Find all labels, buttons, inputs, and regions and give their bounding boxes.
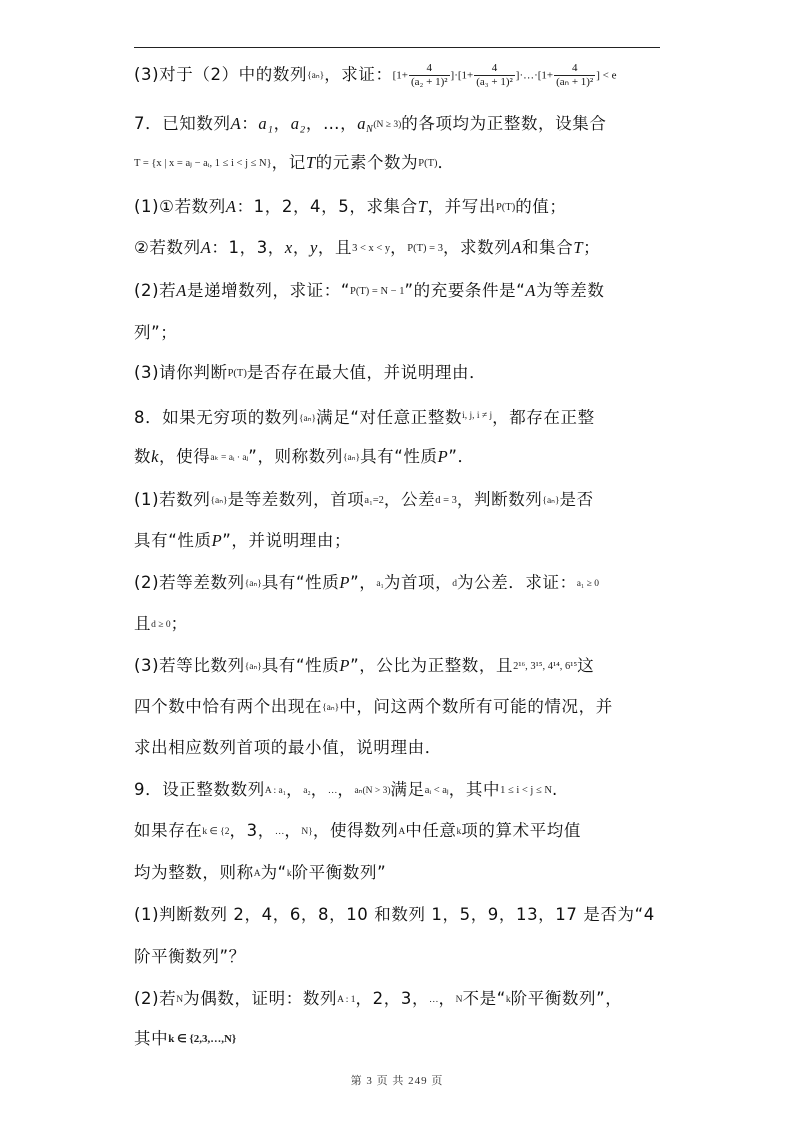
- math-inline: …: [429, 995, 439, 1005]
- math-inline: N: [366, 124, 374, 135]
- text: (3)对于（2）中的数列: [134, 65, 308, 84]
- text: (2)若等差数列: [134, 573, 245, 592]
- text: 的元素个数为: [315, 153, 419, 172]
- text: 7．已知数列: [134, 114, 231, 133]
- text: ②若数列: [134, 238, 201, 257]
- problem-7-part-1-b: [134, 237, 600, 260]
- math-inline: aₖ = aᵢ · aⱼ: [210, 453, 249, 463]
- text: 是否存在最大值，并说明理由．: [246, 363, 487, 382]
- math-inline: k: [151, 447, 160, 466]
- text: 具有“性质: [134, 531, 212, 550]
- text: (1)①若数列: [134, 197, 226, 216]
- text: 为等差数: [536, 281, 605, 300]
- text: 是否: [559, 490, 594, 509]
- text: 且: [134, 614, 152, 633]
- text: 具有“性质: [261, 656, 340, 675]
- math-inline: {aₙ}: [307, 71, 325, 81]
- text: (3)请你判断: [134, 363, 228, 382]
- text: 8．如果无穷项的数列: [134, 408, 299, 427]
- math-inline: A: [511, 238, 523, 257]
- math-inline: a₁ ≥ 0: [576, 579, 599, 589]
- text: ，3，: [229, 821, 275, 840]
- fraction: [409, 62, 450, 89]
- problem-8-line-1: [134, 405, 595, 430]
- problem-9-part-1: [134, 904, 655, 926]
- text: 数: [134, 447, 152, 466]
- text: 均为整数，则称: [134, 863, 254, 882]
- math-inline: 2¹⁶, 3¹⁵, 4¹⁴, 6¹⁵: [513, 661, 578, 672]
- text: 为偶数，证明：数列: [183, 989, 338, 1008]
- text: ，判断数列: [456, 490, 543, 509]
- text: 满足: [390, 780, 425, 799]
- text: 阶平衡数列”？: [134, 947, 246, 966]
- math-inline: {aₙ}: [210, 496, 228, 506]
- page-footer: 第 3 页 共 249 页: [350, 1075, 444, 1087]
- math-inline: 1 ≤ i < j ≤ N: [500, 785, 552, 796]
- problem-8-part-1-cont: [134, 530, 351, 552]
- text: 是等差数列，首项: [227, 490, 365, 509]
- math-inline: P: [437, 447, 449, 466]
- problem-7-part-2-cont: [134, 322, 177, 344]
- fraction: [474, 62, 515, 89]
- math-inline: x: [284, 238, 293, 257]
- math-inline: A: [225, 197, 237, 216]
- text: 阶平衡数列”: [291, 863, 387, 882]
- problem-8-part-3-cont-1: [134, 696, 613, 719]
- problem-7-line-2: [134, 152, 455, 175]
- fraction-denominator: (a₂ + 1)²: [410, 76, 448, 88]
- fraction-denominator: (a₃ + 1)²: [476, 76, 513, 88]
- text: 是递增数列，求证：“: [186, 281, 351, 300]
- text: (1)若数列: [134, 490, 211, 509]
- problem-8-part-3-cont-2: [134, 737, 442, 759]
- text: ”，: [350, 573, 377, 592]
- text: ，…，: [305, 114, 358, 133]
- problem-9-part-1-cont: [134, 946, 246, 968]
- math-inline: d = 3: [435, 495, 457, 506]
- problem-7-part-2: [134, 280, 604, 303]
- math-inline: {aₙ}: [244, 579, 262, 589]
- math-inline: (N ≥ 3): [373, 120, 402, 130]
- header-rule: [134, 47, 660, 48]
- problem-9-part-2-cont: [134, 1028, 236, 1050]
- math-inline: {aₙ}: [342, 453, 361, 463]
- text: ，公差: [383, 490, 436, 509]
- math-inline: i, j, i ≠ j: [462, 411, 493, 421]
- problem-9-part-2: [134, 988, 622, 1011]
- problem-8-part-2: [134, 572, 599, 595]
- text: ：1，2，4，5，求集合: [236, 197, 418, 216]
- problem-8-part-3: [134, 655, 594, 678]
- math-bracket: ]·…·[1+: [515, 69, 554, 82]
- math-inline: P: [339, 573, 351, 592]
- problem-7-part-1-a: [134, 196, 567, 219]
- math-inline: P(T): [418, 158, 438, 169]
- math-inline: A : 1: [337, 995, 356, 1005]
- text: ，: [284, 821, 302, 840]
- text: 阶平衡数列”，: [510, 989, 623, 1008]
- text: (1)判断数列 2，4，6，8，10 和数列 1，5，9，13，17 是否为“4: [134, 905, 655, 924]
- text: ，并写出: [427, 197, 496, 216]
- math-inline: {aₙ}: [244, 662, 262, 672]
- text: (3)若等比数列: [134, 656, 245, 675]
- math-inline: aₙ(N > 3): [354, 786, 391, 796]
- text: ，都存在正整: [492, 408, 595, 427]
- problem-8-line-2: [134, 446, 475, 469]
- math-bracket: ] < e: [596, 69, 617, 82]
- math-inline: P(T): [227, 368, 247, 379]
- text: ；: [170, 614, 188, 633]
- text: 如果存在: [134, 821, 203, 840]
- math-inline: P: [211, 531, 223, 550]
- math-inline: A: [525, 281, 537, 300]
- text: ．: [437, 153, 455, 172]
- math-inline: N}: [301, 827, 313, 837]
- math-bracket: [1+: [392, 69, 408, 82]
- text: ，记: [271, 153, 306, 172]
- math-inline: k: [505, 995, 511, 1005]
- text: ，且: [317, 238, 353, 257]
- problem-9-line-1: [134, 779, 558, 802]
- text: ，求数列: [442, 238, 512, 257]
- text: ，: [438, 989, 456, 1008]
- math-inline: {aₙ}: [542, 496, 560, 506]
- text: ：1，3，: [211, 238, 285, 257]
- text: 9．设正整数数列: [134, 780, 265, 799]
- text: ”，并说明理由；: [222, 531, 352, 550]
- text: ，: [310, 780, 328, 799]
- fraction-numerator: 4: [426, 62, 432, 74]
- math-inline: aᵢ < aⱼ: [424, 785, 449, 796]
- text: 其中: [134, 1029, 169, 1048]
- math-inline: k: [456, 827, 462, 837]
- text: ，: [292, 238, 310, 257]
- text: ，2，3，: [355, 989, 430, 1008]
- math-inline: d ≥ 0: [151, 620, 171, 630]
- math-inline: k ∈ {2: [202, 827, 230, 837]
- text: ”的充要条件是“: [404, 281, 526, 300]
- fraction: [554, 62, 595, 89]
- fraction-numerator: 4: [491, 62, 498, 74]
- text: 的值；: [515, 197, 567, 216]
- text: ”，则称数列: [248, 447, 343, 466]
- text: (2)若: [134, 989, 177, 1008]
- text: ；: [583, 238, 601, 257]
- math-inline: A: [230, 114, 242, 133]
- math-inline: A: [176, 281, 187, 300]
- text: 的各项均为正整数，设集合: [401, 114, 607, 133]
- math-inline: a₁=2: [364, 495, 384, 506]
- math-inline: T: [573, 238, 584, 257]
- math-inline: P: [339, 656, 351, 675]
- text: ，求证：: [324, 65, 393, 84]
- math-inline: a₁: [376, 579, 384, 589]
- math-inline: a: [357, 114, 367, 133]
- text: 求出相应数列首项的最小值，说明理由．: [134, 738, 442, 757]
- problem-6-part-3: [134, 62, 616, 89]
- math-inline: T: [417, 197, 428, 216]
- math-inline: A: [200, 238, 212, 257]
- text: 具有“性质: [360, 447, 438, 466]
- text: 为“: [260, 863, 287, 882]
- text: ：: [241, 114, 259, 133]
- text: 为公差．求证：: [457, 573, 577, 592]
- text: 项的算术平均值: [461, 821, 581, 840]
- math-inline: 3 < x < y: [352, 243, 391, 254]
- text: (2)若: [134, 281, 177, 300]
- text: 列”；: [134, 323, 178, 342]
- math-inline: A: [398, 827, 406, 837]
- math-inline: {aₙ}: [299, 414, 317, 424]
- text: ，使得数列: [312, 821, 399, 840]
- math-inline: k ∈ {2,3,…,N}: [168, 1033, 237, 1045]
- text: 为首项，: [383, 573, 453, 592]
- math-inline: T: [305, 153, 316, 172]
- problem-7-part-3: [134, 362, 486, 385]
- math-inline: P(T) = N − 1: [350, 286, 405, 297]
- text: 满足“对任意正整数: [316, 408, 463, 427]
- text: 四个数中恰有两个出现在: [134, 697, 323, 716]
- math-inline: k: [286, 869, 292, 879]
- text: ，: [337, 780, 355, 799]
- math-inline: a₂: [290, 114, 306, 133]
- math-inline: A : a₁: [264, 786, 287, 796]
- problem-7-line-1: [134, 113, 606, 141]
- math-inline: N: [176, 995, 184, 1005]
- text: ，: [390, 238, 408, 257]
- math-inline: a₂: [303, 786, 311, 796]
- text: 具有“性质: [261, 573, 340, 592]
- math-inline: T = {x | x = aⱼ − aᵢ, 1 ≤ i < j ≤ N}: [134, 158, 272, 169]
- math-inline: P(T): [495, 202, 516, 213]
- math-inline: {aₙ}: [322, 703, 340, 713]
- text: 这: [577, 656, 595, 675]
- math-inline: P(T) = 3: [407, 243, 443, 254]
- fraction-numerator: 4: [571, 62, 578, 74]
- math-inline: y: [309, 238, 318, 257]
- math-inline: d: [452, 579, 457, 589]
- problem-8-part-1: [134, 489, 594, 512]
- math-inline: a₁: [258, 114, 274, 133]
- problem-9-line-3: [134, 862, 386, 885]
- text: ，使得: [159, 447, 211, 466]
- fraction-denominator: (aₙ + 1)²: [556, 76, 594, 88]
- math-inline: …: [274, 827, 285, 837]
- text: ，: [286, 780, 304, 799]
- text: ”，公比为正整数，且: [350, 656, 514, 675]
- text: 中任意: [405, 821, 457, 840]
- problem-9-line-2: [134, 820, 581, 843]
- text: ”．: [448, 447, 475, 466]
- problem-8-part-2-cont: [134, 613, 188, 636]
- math-inline: A: [253, 869, 261, 879]
- text: ，其中: [448, 780, 501, 799]
- math-inline: …: [327, 786, 338, 796]
- text: 中，问这两个数所有可能的情况，并: [339, 697, 613, 716]
- math-inline: N: [455, 995, 463, 1005]
- math-bracket: ]·[1+: [450, 69, 474, 82]
- text: ，: [273, 114, 291, 133]
- text: 和集合: [522, 238, 574, 257]
- text: .: [551, 780, 558, 799]
- text: 不是“: [462, 989, 506, 1008]
